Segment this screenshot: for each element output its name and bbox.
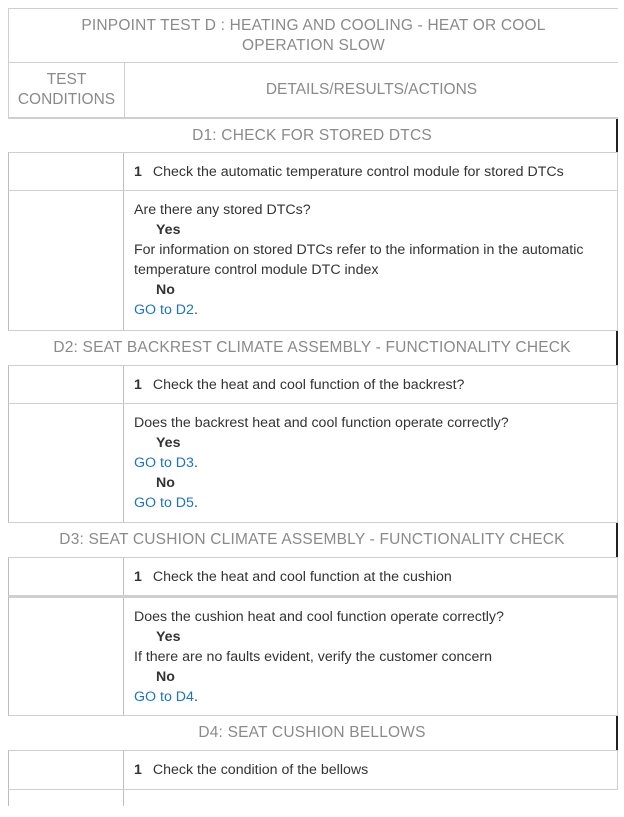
result-row-d4-partial bbox=[8, 790, 618, 806]
test-conditions-cell bbox=[9, 790, 124, 806]
result-row-d2 bbox=[8, 404, 618, 523]
table-header bbox=[8, 63, 618, 119]
section-heading-text: D4: SEAT CUSHION BELLOWS bbox=[198, 724, 426, 741]
test-conditions-cell bbox=[9, 751, 124, 789]
section-heading-d4 bbox=[8, 716, 618, 750]
link-text[interactable]: GO to D3 bbox=[134, 455, 194, 471]
header-test-conditions: TEST CONDITIONS bbox=[9, 63, 125, 117]
yes-label: Yes bbox=[156, 435, 181, 451]
step-text bbox=[124, 366, 617, 403]
step-number: 1 bbox=[134, 376, 142, 393]
link-period: . bbox=[193, 302, 198, 318]
step-number: 1 bbox=[134, 568, 142, 585]
step-row-d1 bbox=[8, 152, 618, 191]
pinpoint-test-table bbox=[8, 8, 618, 806]
test-conditions-cell bbox=[9, 153, 124, 190]
step-description: Check the automatic temperature control module for stored DTCs bbox=[152, 163, 564, 180]
go-to-d5-link[interactable] bbox=[134, 493, 607, 513]
step-number: 1 bbox=[134, 163, 142, 180]
step-text bbox=[124, 751, 617, 789]
yes-label: Yes bbox=[156, 629, 181, 645]
test-conditions-cell bbox=[9, 366, 124, 403]
question-text: Does the backrest heat and cool function operate correctly? bbox=[134, 415, 509, 431]
step-description: Check the heat and cool function at the cushion bbox=[152, 568, 452, 585]
yes-action-text: If there are no faults evident, verify the customer concern bbox=[134, 649, 493, 665]
step-row-d3 bbox=[8, 557, 618, 596]
result-row-d3 bbox=[8, 596, 618, 716]
no-label: No bbox=[156, 475, 175, 491]
link-period: . bbox=[193, 689, 198, 705]
section-heading-text: D1: CHECK FOR STORED DTCS bbox=[192, 126, 432, 144]
yes-action-text: For information on stored DTCs refer to the information in the automatic temperature control module DTC index bbox=[134, 242, 584, 278]
table-title-text: PINPOINT TEST D : HEATING AND COOLING - HEAT OR COOL OPERATION SLOW bbox=[81, 16, 546, 54]
go-to-d2-link[interactable] bbox=[134, 300, 607, 320]
link-period: . bbox=[193, 455, 198, 471]
no-label: No bbox=[156, 282, 175, 298]
details-cell bbox=[124, 790, 618, 806]
yes-label: Yes bbox=[156, 222, 181, 238]
test-conditions-cell bbox=[9, 191, 124, 330]
question-text: Are there any stored DTCs? bbox=[134, 202, 311, 218]
step-row-d2 bbox=[8, 365, 618, 404]
go-to-d4-link[interactable] bbox=[134, 687, 607, 707]
step-description: Check the heat and cool function of the backrest? bbox=[152, 376, 465, 393]
section-heading-d1 bbox=[8, 119, 618, 152]
link-text[interactable]: GO to D4 bbox=[134, 689, 194, 705]
section-heading-d3 bbox=[8, 523, 618, 557]
link-text[interactable]: GO to D2 bbox=[134, 302, 194, 318]
table-title bbox=[8, 8, 618, 63]
step-number: 1 bbox=[134, 762, 142, 778]
section-heading-d2 bbox=[8, 331, 618, 365]
result-row-d1 bbox=[8, 191, 618, 331]
test-conditions-cell bbox=[9, 404, 124, 522]
step-text bbox=[124, 558, 617, 595]
step-description: Check the condition of the bellows bbox=[152, 762, 369, 778]
section-heading-text: D3: SEAT CUSHION CLIMATE ASSEMBLY - FUNCTIONALITY CHECK bbox=[59, 531, 565, 548]
step-text bbox=[124, 153, 617, 190]
no-label: No bbox=[156, 669, 175, 685]
test-conditions-cell bbox=[9, 558, 124, 595]
section-heading-text: D2: SEAT BACKREST CLIMATE ASSEMBLY - FUNCTIONALITY CHECK bbox=[53, 339, 571, 356]
go-to-d3-link[interactable] bbox=[134, 453, 607, 473]
step-row-d4 bbox=[8, 750, 618, 790]
question-text: Does the cushion heat and cool function operate correctly? bbox=[134, 609, 504, 625]
link-text[interactable]: GO to D5 bbox=[134, 495, 194, 511]
header-details-results-actions: DETAILS/RESULTS/ACTIONS bbox=[265, 81, 478, 98]
link-period: . bbox=[193, 495, 198, 511]
test-conditions-cell bbox=[9, 598, 124, 715]
